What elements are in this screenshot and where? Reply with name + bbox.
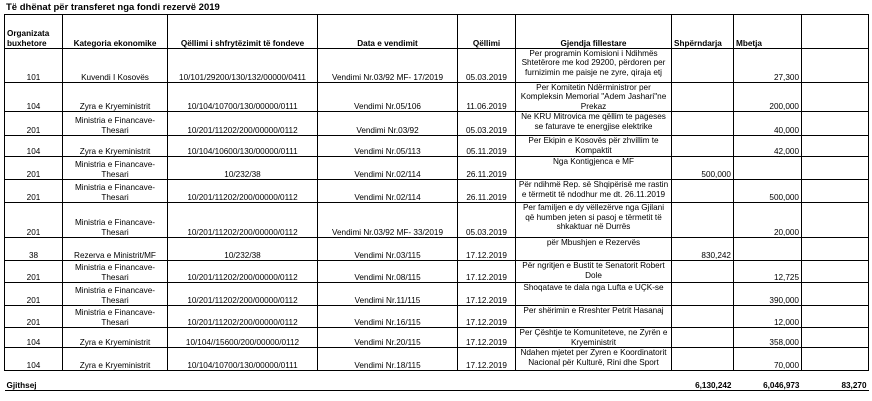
cell-kategoria: Zyra e Kryeministrit [63,136,168,157]
cell-extra [802,328,869,348]
cell-shperndarja [672,283,734,306]
cell-shperndarja [672,136,734,157]
table-row [5,238,869,261]
sheet-title: Të dhënat për transferet nga fondi rezervë 2019 [6,2,220,13]
table-row [5,136,869,157]
cell-extra [802,238,869,261]
header-row [5,15,869,49]
cell-org: 201 [5,112,63,136]
cell-data: 17.12.2019 [458,306,516,328]
cell-gjendja: për Mbushjen e Rezervës [516,238,672,261]
cell-shperndarja [672,261,734,283]
table-row [5,306,869,328]
cell-mbetja: 200,000 [734,83,802,112]
cell-extra [802,261,869,283]
table-row [5,112,869,136]
table-row [5,348,869,371]
cell-kategoria: Ministria e Financave-Thesari [63,283,168,306]
cell-extra [802,306,869,328]
cell-org: 104 [5,328,63,348]
cell-data: 05.03.2019 [458,203,516,238]
cell-vendimi: Vendimi Nr.02/114 [318,157,458,180]
cell-data: 17.12.2019 [458,328,516,348]
cell-data: 11.06.2019 [458,83,516,112]
cell-vendimi: Vendimi Nr.03/92 [318,112,458,136]
cell-org: 201 [5,283,63,306]
cell-gjendja: Per shërimin e Rreshter Petrit Hasanaj [516,306,672,328]
cell-data: 17.12.2019 [458,348,516,371]
cell-kodi: 10/232/38 [168,157,318,180]
cell-gjendja: Per programin Komisioni i Ndihmës Shtetërore me kod 29200, përdoren per furnizimin me paisje ne zyre, qiraja etj [516,49,672,83]
cell-kategoria: Ministria e Financave-Thesari [63,306,168,328]
cell-shperndarja [672,306,734,328]
cell-kategoria: Kuvendi I Kosovës [63,49,168,83]
cell-extra [802,112,869,136]
cell-shperndarja: 500,000 [672,157,734,180]
table-row [5,261,869,283]
cell-kodi: 10/104/10600/130/00000/0111 [168,136,318,157]
cell-kategoria: Ministria e Financave-Thesari [63,261,168,283]
cell-gjendja: Per Komitetin Ndërministror per Kompleksin Memorial "Adem Jashari"ne Prekaz [516,83,672,112]
cell-extra [802,203,869,238]
cell-vendimi: Vendimi Nr.11/115 [318,283,458,306]
cell-shperndarja [672,180,734,203]
header-qellimi-shfrytezimit: Qëllimi i shfrytëzimit të fondeve [168,15,318,49]
cell-mbetja: 12,725 [734,261,802,283]
cell-kodi: 10/104/10700/130/00000/0111 [168,83,318,112]
total-shperndarja: 6,130,242 [672,371,734,391]
cell-gjendja: Për ndihmë Rep. së Shqipërisë me rastin e tërmetit të ndodhur me dt. 26.11.2019 [516,180,672,203]
cell-kodi: 10/201/11202/200/00000/0112 [168,180,318,203]
cell-vendimi: Vendimi Nr.03/92 MF- 17/2019 [318,49,458,83]
cell-kodi: 10/104/10700/130/00000/0111 [168,348,318,371]
cell-org: 201 [5,306,63,328]
cell-data: 05.03.2019 [458,49,516,83]
cell-shperndarja [672,49,734,83]
table-row [5,328,869,348]
cell-data: 17.12.2019 [458,261,516,283]
header-extra [802,15,869,49]
cell-org: 101 [5,49,63,83]
cell-mbetja: 390,000 [734,283,802,306]
total-mbetja: 6,046,973 [734,371,802,391]
cell-kodi: 10/104//15600/200/00000/0112 [168,328,318,348]
cell-gjendja: Per Çështje te Komuniteteve, ne Zyrën e Kryeministrit [516,328,672,348]
cell-extra [802,157,869,180]
header-kategoria: Kategoria ekonomike [63,15,168,49]
cell-kategoria: Zyra e Kryeministrit [63,348,168,371]
cell-data: 05.11.2019 [458,136,516,157]
cell-kategoria: Ministria e Financave-Thesari [63,157,168,180]
cell-kodi: 10/201/11202/200/00000/0112 [168,112,318,136]
cell-data: 05.03.2019 [458,112,516,136]
cell-vendimi: Vendimi Nr.05/106 [318,83,458,112]
cell-kategoria: Ministria e Financave-Thesari [63,203,168,238]
cell-extra [802,83,869,112]
table-row [5,49,869,83]
table-row [5,157,869,180]
cell-mbetja: 500,000 [734,180,802,203]
table-row [5,83,869,112]
cell-kategoria: Zyra e Kryeministrit [63,83,168,112]
cell-extra [802,49,869,83]
cell-data: 17.12.2019 [458,238,516,261]
cell-org: 38 [5,238,63,261]
cell-gjendja: Ne KRU Mitrovica me qëllim te pageses se faturave te energjise elektrike [516,112,672,136]
header-org: Organizata buxhetore [5,15,63,49]
cell-gjendja: Ndahen mjetet per Zyren e Koordinatorit Nacional për Kulturë, Rini dhe Sport [516,348,672,371]
cell-vendimi: Vendimi Nr.05/113 [318,136,458,157]
cell-gjendja: Shoqatave te dala nga Lufta e UÇK-se [516,283,672,306]
cell-kategoria: Zyra e Kryeministrit [63,328,168,348]
cell-org: 104 [5,348,63,371]
cell-org: 201 [5,203,63,238]
cell-shperndarja: 830,242 [672,238,734,261]
cell-org: 201 [5,180,63,203]
cell-vendimi: Vendimi Nr.03/115 [318,238,458,261]
cell-gjendja: Nga Kontigjenca e MF [516,157,672,180]
total-row [5,371,869,391]
cell-kodi: 10/201/11202/200/00000/0112 [168,306,318,328]
cell-kodi: 10/201/11202/200/00000/0112 [168,203,318,238]
header-data-vendimit: Data e vendimit [318,15,458,49]
cell-kodi: 10/232/38 [168,238,318,261]
cell-shperndarja [672,348,734,371]
cell-extra [802,283,869,306]
cell-kodi: 10/201/11202/200/00000/0112 [168,283,318,306]
cell-gjendja: Për ngritjen e Bustit te Senatorit Robert Dole [516,261,672,283]
cell-mbetja: 12,000 [734,306,802,328]
cell-shperndarja [672,112,734,136]
cell-mbetja: 70,000 [734,348,802,371]
cell-vendimi: Vendimi Nr.18/115 [318,348,458,371]
total-extra: 83,270 [802,371,869,391]
cell-extra [802,180,869,203]
table-row [5,180,869,203]
cell-vendimi: Vendimi Nr.08/115 [318,261,458,283]
cell-vendimi: Vendimi Nr.02/114 [318,180,458,203]
cell-vendimi: Vendimi Nr.16/115 [318,306,458,328]
header-gjendja: Gjendja fillestare [516,15,672,49]
cell-mbetja: 27,300 [734,49,802,83]
cell-vendimi: Vendimi Nr.03/92 MF- 33/2019 [318,203,458,238]
cell-org: 201 [5,157,63,180]
cell-kategoria: Ministria e Financave-Thesari [63,112,168,136]
table-row [5,283,869,306]
table-row [5,203,869,238]
cell-kodi: 10/201/11202/200/00000/0112 [168,261,318,283]
cell-shperndarja [672,83,734,112]
cell-mbetja: 42,000 [734,136,802,157]
cell-mbetja: 40,000 [734,112,802,136]
cell-kategoria: Rezerva e Ministrit/MF [63,238,168,261]
cell-vendimi: Vendimi Nr.20/115 [318,328,458,348]
transfers-table [4,14,869,391]
cell-data: 26.11.2019 [458,157,516,180]
cell-kodi: 10/101/29200/130/132/00000/0411 [168,49,318,83]
header-shperndarja: Shpërndarja [672,15,734,49]
cell-extra [802,348,869,371]
cell-gjendja: Per familjen e dy vëllezërve nga Gjilani që humben jeten si pasoj e tërmetit të shkaktuar në Durrës [516,203,672,238]
cell-mbetja: 20,000 [734,203,802,238]
cell-mbetja [734,157,802,180]
cell-data: 26.11.2019 [458,180,516,203]
cell-org: 104 [5,136,63,157]
cell-extra [802,136,869,157]
cell-org: 104 [5,83,63,112]
cell-data: 17.12.2019 [458,283,516,306]
cell-org: 201 [5,261,63,283]
header-mbetja: Mbetja [734,15,802,49]
cell-gjendja: Per Ekipin e Kosovës për zhvillim te Kompaktit [516,136,672,157]
header-qellimi: Qëllimi [458,15,516,49]
cell-mbetja: 358,000 [734,328,802,348]
cell-shperndarja [672,328,734,348]
cell-kategoria: Ministria e Financave-Thesari [63,180,168,203]
total-label: Gjithsej [5,371,672,391]
cell-mbetja [734,238,802,261]
cell-shperndarja [672,203,734,238]
